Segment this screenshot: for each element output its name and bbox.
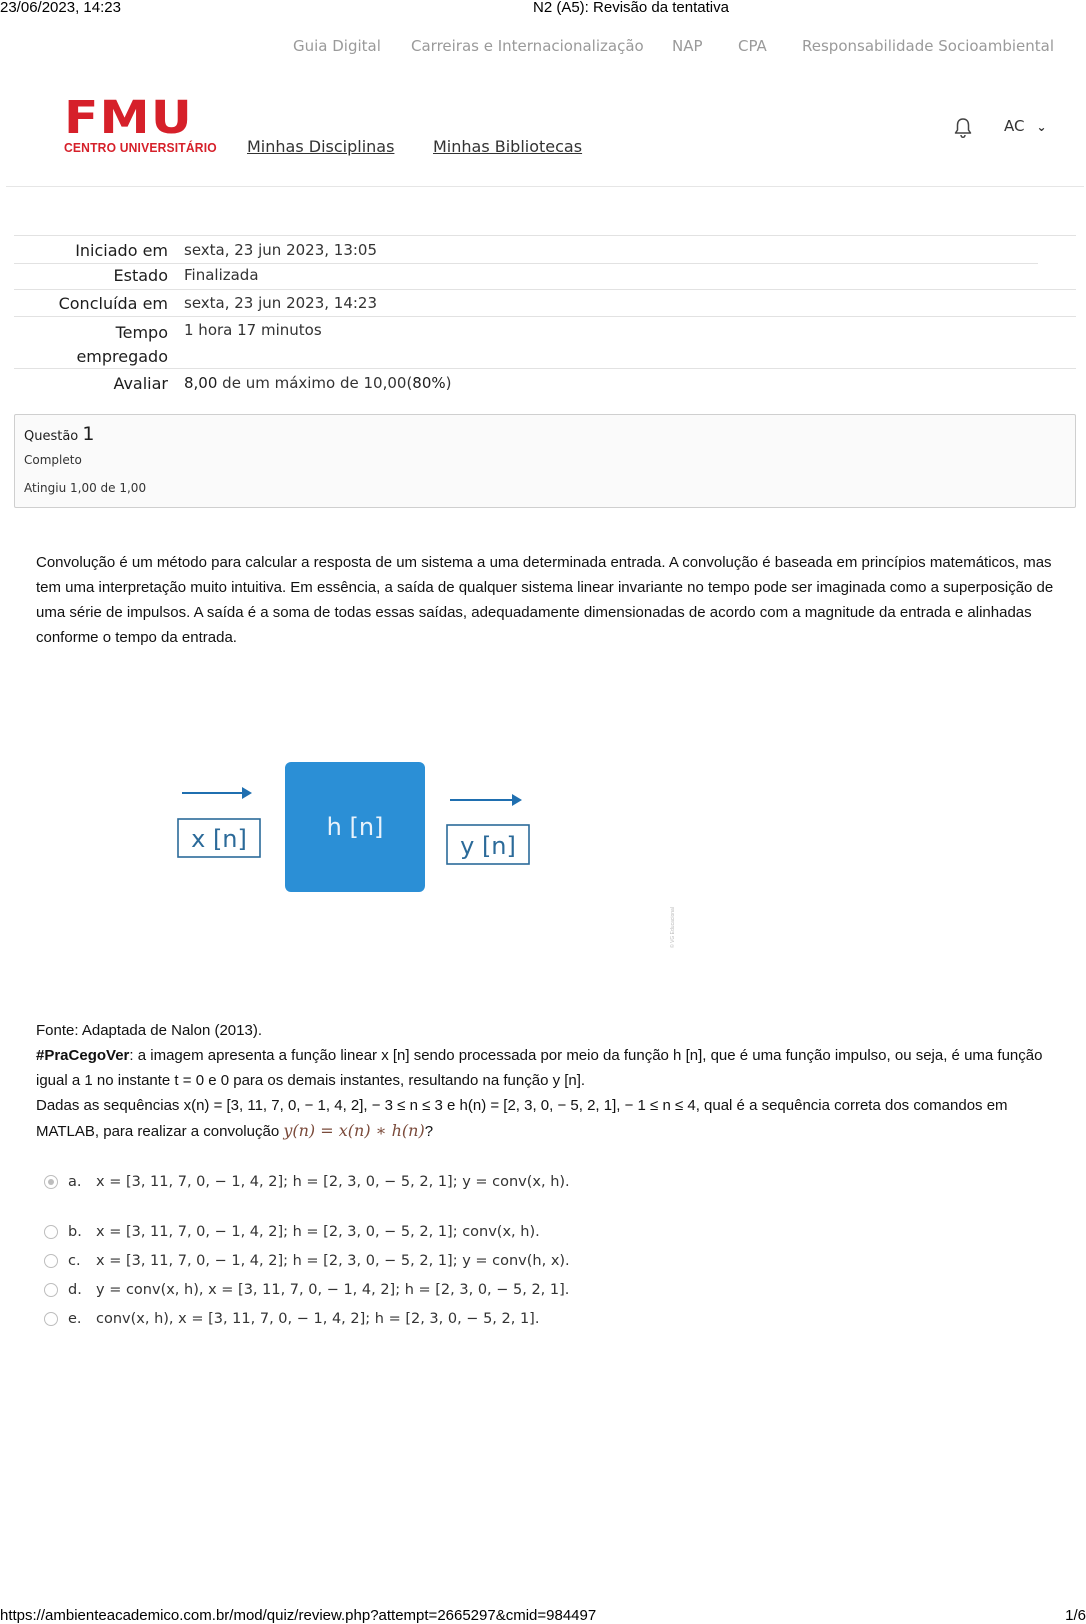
question-body [36, 1018, 1066, 1144]
system-label: h [n] [326, 813, 384, 841]
started-label: Iniciado em [75, 241, 168, 260]
grade-score: 8,00 [184, 374, 218, 392]
print-header [0, 0, 1086, 18]
summary-row-time [14, 316, 1076, 368]
summary-row-state [14, 263, 1076, 289]
answer-text: x = [3, 11, 7, 0, − 1, 4, 2]; h = [2, 3, 0, − 5, 2, 1]; y = conv(h, x). [96, 1253, 570, 1269]
top-nav-cpa[interactable]: CPA [738, 37, 767, 55]
chevron-down-icon: ⌄ [1036, 120, 1047, 134]
top-nav [0, 37, 1086, 59]
time-value: 1 hora 17 minutos [184, 321, 322, 339]
nav-minhas-disciplinas[interactable]: Minhas Disciplinas [247, 137, 395, 156]
attempt-summary [14, 235, 1076, 398]
image-watermark: © VG Educacional [670, 907, 676, 948]
state-value: Finalizada [184, 266, 259, 284]
radio-selected-icon[interactable] [44, 1175, 58, 1189]
summary-row-started [14, 235, 1076, 263]
bell-icon[interactable] [953, 117, 973, 139]
logo-subtitle: CENTRO UNIVERSITÁRIO [64, 140, 217, 155]
top-nav-responsabilidade[interactable]: Responsabilidade Socioambiental [802, 37, 1055, 55]
radio-icon[interactable] [44, 1283, 58, 1297]
grade-close: ) [445, 374, 452, 392]
print-datetime: 23/06/2023, 14:23 [0, 0, 121, 16]
answer-option-e[interactable] [44, 1311, 539, 1327]
answer-letter: c. [68, 1253, 81, 1269]
answer-option-b[interactable] [44, 1224, 540, 1240]
convolution-diagram [170, 750, 550, 910]
answer-text: x = [3, 11, 7, 0, − 1, 4, 2]; h = [2, 3, 0, − 5, 2, 1]; y = conv(x, h). [96, 1174, 570, 1190]
system-block [285, 762, 425, 892]
grade-value [168, 374, 452, 398]
answer-letter: e. [68, 1311, 82, 1327]
input-label: x [n] [191, 825, 247, 853]
top-nav-carreiras[interactable]: Carreiras e Internacionalização [411, 37, 644, 55]
user-initials: AC [1004, 117, 1025, 135]
answer-option-d[interactable] [44, 1282, 569, 1298]
question-number [24, 423, 95, 445]
image-source: Fonte: Adaptada de Nalon (2013). [36, 1022, 262, 1039]
answer-text: x = [3, 11, 7, 0, − 1, 4, 2]; h = [2, 3, 0, − 5, 2, 1]; conv(x, h). [96, 1224, 540, 1240]
pracegover [36, 1043, 1066, 1093]
radio-icon[interactable] [44, 1312, 58, 1326]
print-url: https://ambienteacademico.com.br/mod/quiz/review.php?attempt=2665297&cmid=984497 [0, 1607, 597, 1624]
pracegover-tag: #PraCegoVer [36, 1047, 130, 1064]
question-mark: Atingiu 1,00 de 1,00 [24, 481, 147, 495]
logo-mark: FMU [64, 91, 193, 144]
time-label-line1: Tempo [115, 323, 168, 342]
top-nav-guia-digital[interactable]: Guia Digital [293, 37, 381, 55]
print-page-number: 1/6 [1065, 1607, 1086, 1624]
output-label-box [447, 825, 529, 864]
prompt-text: Dadas as sequências x(n) = [3, 11, 7, 0, − 1, 4, 2], − 3 ≤ n ≤ 3 e h(n) = [2, 3, 0, − 5, 2, 1], − 1 ≤ n ≤ 4, qual é a sequência correta dos comandos em MATLAB, para realizar a convolução [36, 1097, 1008, 1140]
fmu-logo[interactable] [64, 91, 217, 158]
answer-letter: a. [68, 1174, 82, 1190]
time-label [14, 321, 168, 368]
question-info [14, 414, 1076, 508]
question-label: Questão [24, 429, 79, 444]
grade-percent: 80% [412, 374, 446, 392]
answer-letter: d. [68, 1282, 82, 1298]
pracegover-text: : a imagem apresenta a função linear x [n] sendo processada por meio da função h [n], que é uma função impulso, ou seja, é uma função igual a 1 no instante t = 0 e 0 para os demais instantes, resultando na função y [n]. [36, 1047, 1043, 1089]
nav-minhas-bibliotecas[interactable]: Minhas Bibliotecas [433, 137, 583, 156]
print-footer [0, 1607, 1086, 1624]
completed-label: Concluída em [58, 294, 168, 313]
started-value: sexta, 23 jun 2023, 13:05 [184, 241, 378, 259]
completed-value: sexta, 23 jun 2023, 14:23 [184, 294, 378, 312]
answer-letter: b. [68, 1224, 82, 1240]
summary-row-grade [14, 368, 1076, 398]
user-menu[interactable] [1004, 117, 1047, 135]
summary-row-completed [14, 289, 1076, 316]
state-label: Estado [113, 266, 168, 285]
answer-text: conv(x, h), x = [3, 11, 7, 0, − 1, 4, 2]; h = [2, 3, 0, − 5, 2, 1]. [96, 1311, 540, 1327]
answer-option-c[interactable] [44, 1253, 570, 1269]
header-divider [6, 186, 1084, 187]
input-arrow [182, 787, 252, 799]
input-label-box [178, 819, 260, 857]
answer-option-a[interactable] [44, 1174, 570, 1190]
question-number-value: 1 [82, 423, 95, 445]
prompt-end: ? [424, 1123, 434, 1140]
question-prompt [36, 1093, 1066, 1144]
question-state: Completo [24, 453, 82, 467]
grade-label: Avaliar [113, 374, 168, 393]
print-title: N2 (A5): Revisão da tentativa [533, 0, 729, 16]
radio-icon[interactable] [44, 1225, 58, 1239]
convolution-formula: y(n) = x(n) ∗ h(n) [283, 1121, 425, 1140]
output-label: y [n] [460, 832, 516, 860]
top-nav-nap[interactable]: NAP [672, 37, 703, 55]
time-label-line2: empregado [76, 347, 168, 366]
grade-text: de um máximo de 10,00( [217, 374, 413, 392]
answer-text: y = conv(x, h), x = [3, 11, 7, 0, − 1, 4, 2]; h = [2, 3, 0, − 5, 2, 1]. [96, 1282, 570, 1298]
radio-icon[interactable] [44, 1254, 58, 1268]
question-intro: Convolução é um método para calcular a resposta de um sistema a uma determinada entrada. A convolução é baseada em princípios matemáticos, mas tem uma interpretação muito intuitiva. Em essência, a saída de qualquer sistema linear invariante no tempo pode ser imaginada como a superposição de uma série de impulsos. A saída é a soma de todas essas saídas, adequadamente dimensionadas de acordo com a magnitude da entrada e alinhadas conforme o tempo da entrada. [36, 554, 1054, 646]
output-arrow [450, 794, 522, 806]
